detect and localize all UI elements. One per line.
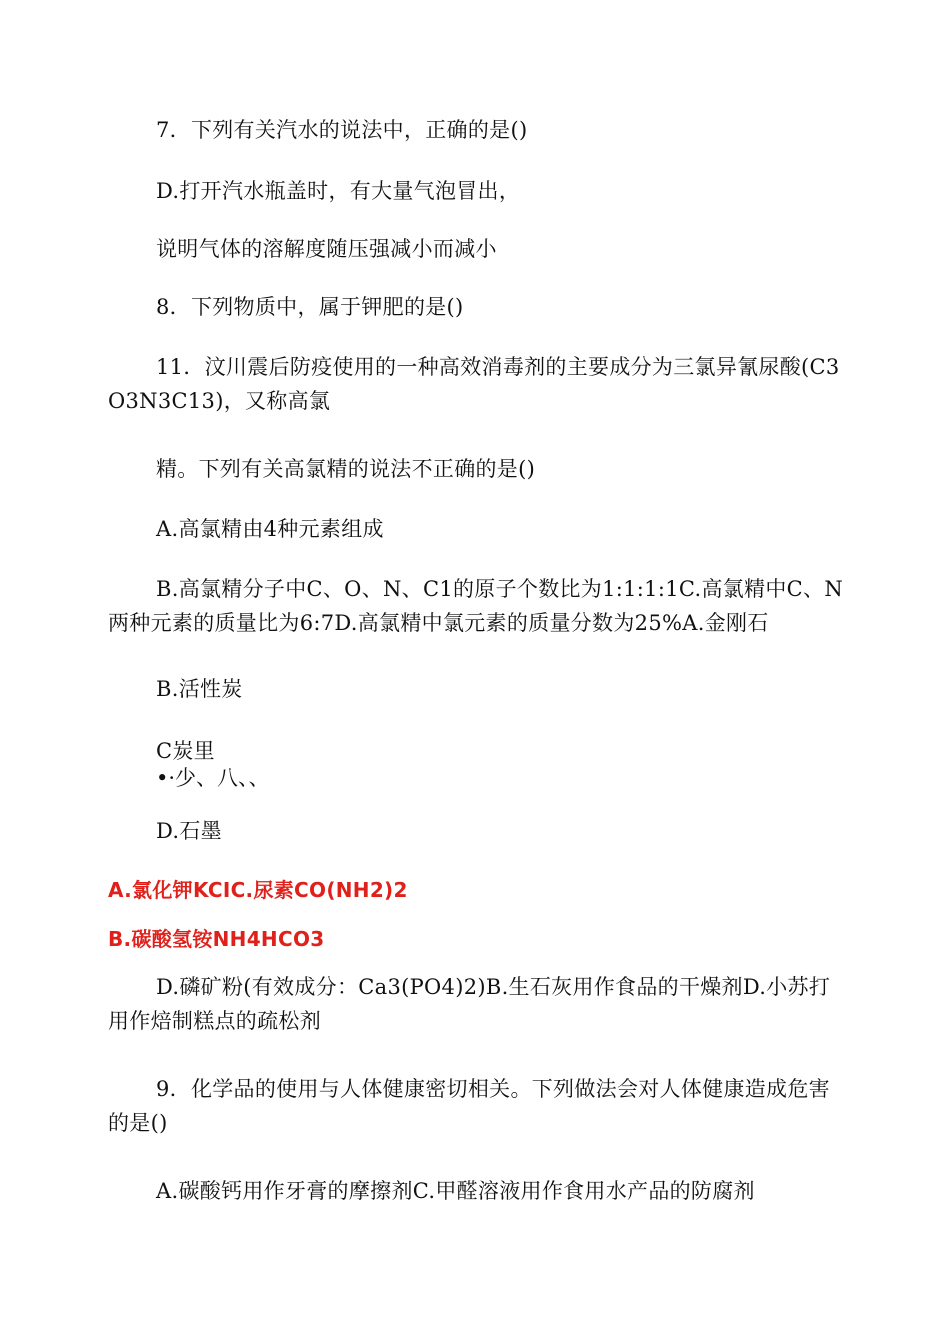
question-7-option-d: D.打开汽水瓶盖时，有大量气泡冒出， <box>156 179 521 203</box>
highlighted-option-a: A.氯化钾KCIC.尿素CO(NH2)2 <box>108 878 408 902</box>
question-11: 11．汶川震后防疫使用的一种高效消毒剂的主要成分为三氯异氰尿酸(C3O3N3C13)，又称高氯 <box>108 355 840 413</box>
question-7: 7．下列有关汽水的说法中，正确的是() <box>156 118 528 142</box>
question-8-option-d: D.磷矿粉(有效成分：Ca3(PO4)2)B.生石灰用作食品的干燥剂D.小苏打用作焙制糕点的疏松剂 <box>108 975 831 1033</box>
question-9: 9．化学品的使用与人体健康密切相关。下列做法会对人体健康造成危害的是() <box>108 1077 830 1135</box>
highlighted-option-b: B.碳酸氢铵NH4HCO3 <box>108 927 325 951</box>
option-b-activated-carbon: B.活性炭 <box>156 677 243 701</box>
question-8: 8．下列物质中，属于钾肥的是() <box>156 295 464 319</box>
question-11-option-a: A.高氯精由4种元素组成 <box>156 517 384 541</box>
question-11-continuation: 精。下列有关高氯精的说法不正确的是() <box>156 457 536 481</box>
option-c-artifact-text: •·少、八、、 <box>156 766 270 790</box>
question-7-option-d-continuation: 说明气体的溶解度随压强减小而减小 <box>156 237 497 261</box>
question-11-options-bcd: B.高氯精分子中C、O、N、C1的原子个数比为1:1:1:1C.高氯精中C、N两种元素的质量比为6:7D.高氯精中氯元素的质量分数为25%A.金刚石 <box>108 577 843 635</box>
option-d-graphite: D.石墨 <box>156 819 222 843</box>
question-9-options: A.碳酸钙用作牙膏的摩擦剂C.甲醛溶液用作食用水产品的防腐剂 <box>156 1179 755 1203</box>
option-c: C炭里 <box>156 739 215 763</box>
